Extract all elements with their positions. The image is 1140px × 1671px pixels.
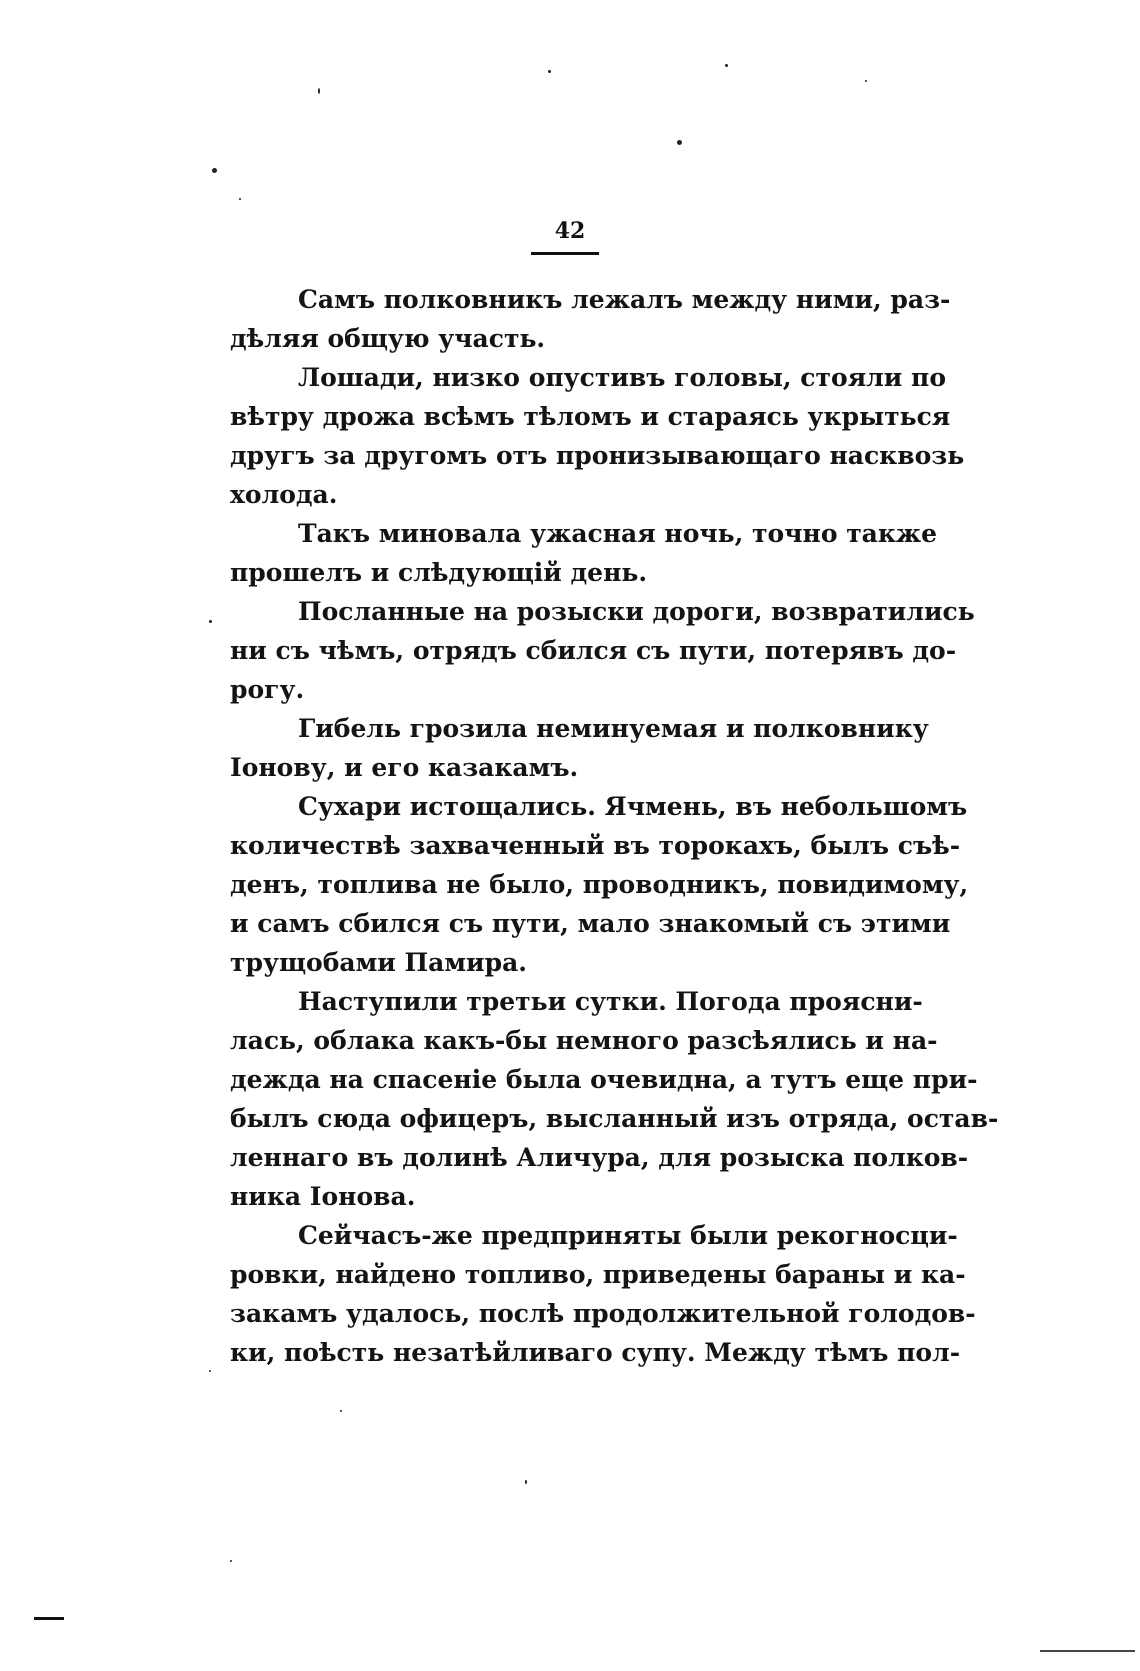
text-line: Іонову, и его казакамъ. [230, 753, 579, 782]
paragraph [230, 358, 965, 514]
text-line: рогу. [230, 675, 305, 704]
text-line: ни съ чѣмъ, отрядъ сбился съ пути, потерявъ до- [230, 636, 957, 665]
text-line: Такъ миновала ужасная ночь, точно также [298, 519, 938, 548]
text-line: и самъ сбился съ пути, мало знакомый съ этими [230, 909, 951, 938]
text-line: Сухари истощались. Ячмень, въ небольшомъ [298, 792, 968, 821]
body-text [230, 280, 999, 1372]
scan-speck [239, 198, 241, 200]
text-line: денъ, топлива не было, проводникъ, повидимому, [230, 870, 969, 899]
text-line: лась, облака какъ-бы немного разсѣялись и на- [230, 1026, 938, 1055]
scan-speck [212, 168, 217, 173]
scan-speck [677, 140, 682, 145]
text-line: былъ сюда офицеръ, высланный изъ отряда, остав- [230, 1104, 999, 1133]
text-line: другъ за другомъ отъ пронизывающаго насквозь [230, 441, 965, 470]
scan-speck [209, 1370, 211, 1372]
text-line: трущобами Памира. [230, 948, 527, 977]
text-line: холода. [230, 480, 338, 509]
text-line: закамъ удалось, послѣ продолжительной голодов- [230, 1299, 976, 1328]
text-line: ровки, найдено топливо, приведены бараны и ка- [230, 1260, 966, 1289]
scan-mark [34, 1617, 64, 1620]
text-line: количествѣ захваченный въ торокахъ, былъ съѣ- [230, 831, 961, 860]
text-line: Гибель грозила неминуемая и полковнику [298, 714, 929, 743]
scan-speck [340, 1410, 342, 1412]
text-line: Самъ полковникъ лежалъ между ними, раз- [298, 285, 951, 314]
text-line: вѣтру дрожа всѣмъ тѣломъ и стараясь укрыться [230, 402, 951, 431]
paragraph [230, 709, 929, 787]
scan-speck [865, 80, 867, 82]
text-line: Лошади, низко опустивъ головы, стояли по [298, 363, 947, 392]
text-line: дежда на спасеніе была очевидна, а тутъ еще при- [230, 1065, 978, 1094]
paragraph [230, 280, 951, 358]
page-number-rule [531, 252, 599, 255]
paragraph [230, 787, 969, 982]
text-line: прошелъ и слѣдующій день. [230, 558, 648, 587]
scan-speck [230, 1560, 232, 1562]
paragraph [230, 514, 938, 592]
scan-speck [725, 64, 728, 67]
text-line: ника Іонова. [230, 1182, 416, 1211]
text-line: Посланные на розыски дороги, возвратились [298, 597, 975, 626]
text-line: Наступили третьи сутки. Погода проясни- [298, 987, 923, 1016]
text-line: леннаго въ долинѣ Аличура, для розыска полков- [230, 1143, 969, 1172]
scan-mark [1040, 1650, 1135, 1652]
paragraph [230, 592, 975, 709]
scan-speck [209, 620, 212, 623]
paragraph [230, 1216, 976, 1372]
text-line: Сейчасъ-же предприняты были рекогносци- [298, 1221, 958, 1250]
scan-speck [548, 70, 551, 73]
scan-speck [525, 1480, 527, 1484]
scan-speck [318, 88, 320, 94]
text-line: ки, поѣсть незатѣйливаго супу. Между тѣмъ пол- [230, 1338, 961, 1367]
text-line: дѣляя общую участь. [230, 324, 546, 353]
paragraph [230, 982, 999, 1216]
page-number: 42 [554, 218, 586, 244]
